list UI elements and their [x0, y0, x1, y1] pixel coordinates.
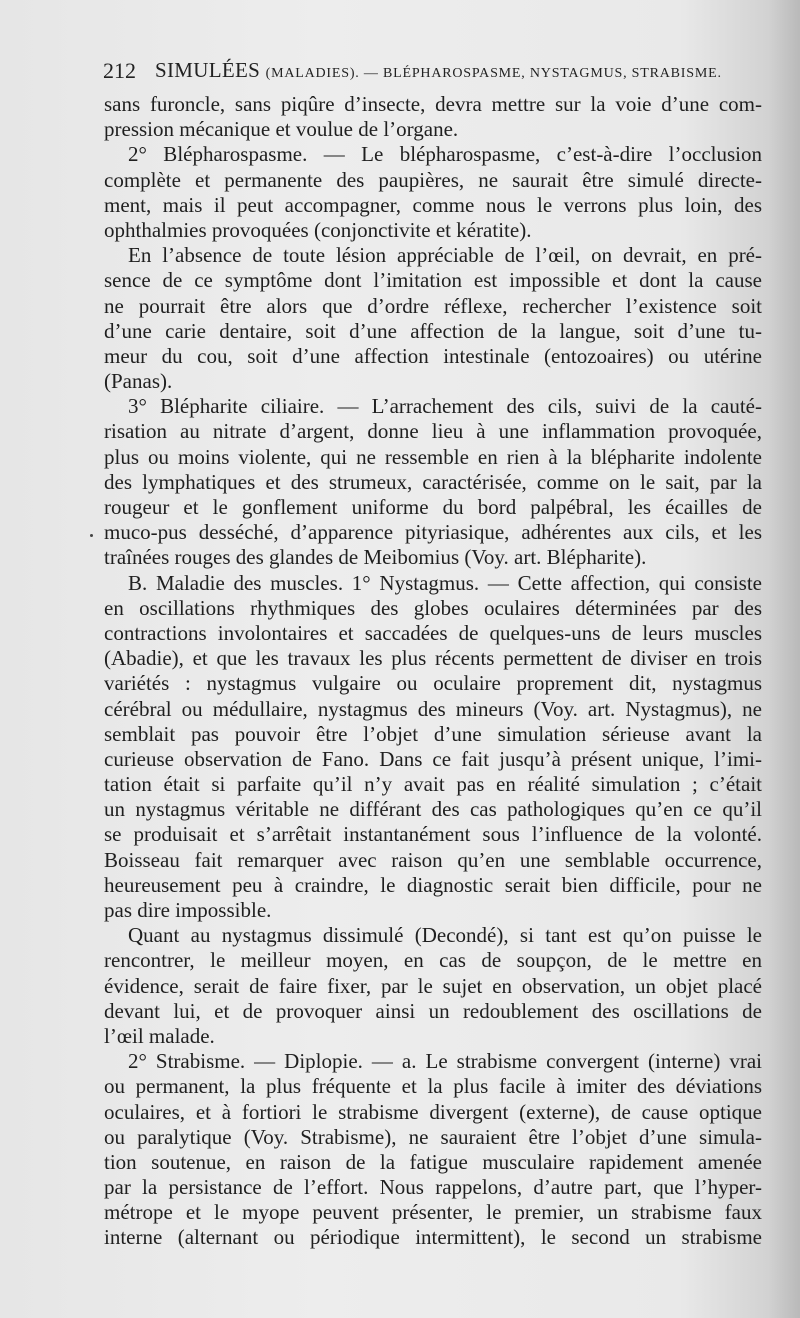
text-line: 3° Blépharite ciliaire. — L’arrachement des cils, suivi de la cauté-	[128, 394, 762, 419]
body-text	[104, 92, 762, 1251]
text-line: des lymphatiques et des strumeux, caractérisée, comme on le sait, par la	[104, 469, 762, 494]
text-line: semblait pas pouvoir être l’objet d’une simulation sérieuse avant la	[104, 721, 762, 746]
text-line: B. Maladie des muscles. 1° Nystagmus. — Cette affection, qui consiste	[128, 570, 762, 595]
text-line: traînées rouges des glandes de Meibomius (Voy. art. Blépharite).	[104, 545, 647, 570]
text-line: interne (alternant ou périodique intermittent), le second un strabisme	[104, 1225, 762, 1250]
text-line: plus ou moins violente, qui ne ressemble en rien à la blépharite indolente	[104, 444, 762, 469]
text-line: sans furoncle, sans piqûre d’insecte, devra mettre sur la voie d’une com-	[104, 92, 762, 116]
text-line: pression mécanique et voulue de l’organe.	[104, 117, 459, 142]
text-line: Quant au nystagmus dissimulé (Decondé), si tant est qu’on puisse le	[128, 923, 762, 948]
text-line: cérébral ou médullaire, nystagmus des mineurs (Voy. art. Nystagmus), ne	[104, 696, 762, 721]
text-line: heureusement peu à craindre, le diagnostic serait bien difficile, pour ne	[104, 872, 762, 897]
text-line: 2° Strabisme. — Diplopie. — a. Le strabisme convergent (interne) vrai	[128, 1049, 762, 1074]
text-line: évidence, serait de faire fixer, par le sujet en observation, un objet placé	[104, 973, 762, 998]
text-line: d’une carie dentaire, soit d’une affection de la langue, soit d’une tu-	[104, 318, 762, 343]
text-line: rencontrer, le meilleur moyen, en cas de soupçon, de le mettre en	[104, 948, 762, 973]
text-line: complète et permanente des paupières, ne saurait être simulé directe-	[104, 167, 762, 192]
text-line: ou paralytique (Voy. Strabisme), ne sauraient être l’objet d’une simula-	[104, 1124, 762, 1149]
text-line: ment, mais il peut accompagner, comme nous le verrons plus loin, des	[104, 192, 762, 217]
text-line: devant lui, et de provoquer ainsi un redoublement des oscillations de	[104, 998, 762, 1023]
text-line: rougeur et le gonflement uniforme du bord palpébral, les écailles de	[104, 495, 762, 519]
text-line: (Abadie), et que les travaux les plus récents permettent de diviser en trois	[104, 646, 762, 671]
text-line: oculaires, et à fortiori le strabisme divergent (externe), de cause optique	[104, 1099, 762, 1124]
page-header	[103, 56, 763, 86]
text-line: 2° Blépharospasme. — Le blépharospasme, c’est-à-dire l’occlusion	[128, 142, 762, 167]
text-line: curieuse observation de Fano. Dans ce fait jusqu’à présent unique, l’imi-	[104, 746, 762, 771]
text-line: meur du cou, soit d’une affection intestinale (entozoaires) ou utérine	[104, 343, 762, 368]
text-line: contractions involontaires et saccadées de quelques-uns de leurs muscles	[104, 620, 762, 645]
text-line: en oscillations rhythmiques des globes oculaires déterminées par des	[104, 595, 762, 620]
text-line: Boisseau fait remarquer avec raison qu’en une semblable occurrence,	[104, 847, 762, 872]
text-line: ne pourrait être alors que d’ordre réflexe, rechercher l’existence soit	[104, 293, 762, 318]
text-line: métrope et le myope peuvent présenter, le premier, un strabisme faux	[104, 1200, 762, 1225]
running-head	[155, 58, 722, 83]
text-line: variétés : nystagmus vulgaire ou oculaire proprement dit, nystagmus	[104, 671, 762, 696]
text-line: (Panas).	[104, 369, 173, 394]
text-line: pas dire impossible.	[104, 898, 272, 922]
running-head-main: SIMULÉES	[155, 58, 261, 82]
margin-mark	[90, 534, 93, 537]
page-number: 212	[103, 58, 136, 83]
text-line: risation au nitrate d’argent, donne lieu à une inflammation provoquée,	[104, 419, 762, 444]
text-line: tion soutenue, en raison de la fatigue musculaire rapidement amenée	[104, 1149, 762, 1174]
text-line: muco-pus desséché, d’apparence pityriasique, adhérentes aux cils, et les	[104, 520, 762, 545]
text-line: sence de ce symptôme dont l’imitation est impossible et dont la cause	[104, 268, 762, 293]
text-line: un nystagmus véritable ne différant des cas pathologiques qu’en ce qu’il	[104, 797, 762, 822]
text-line: par la persistance de l’effort. Nous rappelons, d’autre part, que l’hyper-	[104, 1175, 762, 1200]
text-line: l’œil malade.	[104, 1023, 215, 1048]
text-line: ophthalmies provoquées (conjonctivite et kératite).	[104, 217, 532, 242]
text-line: se produisait et s’arrêtait instantanément sous l’influence de la volonté.	[104, 822, 762, 847]
text-line: En l’absence de toute lésion appréciable de l’œil, on devrait, en pré-	[128, 243, 762, 268]
text-line: tation était si parfaite qu’il n’y avait pas en réalité simulation ; c’était	[104, 772, 762, 797]
text-line: ou permanent, la plus fréquente et la plus facile à imiter des déviations	[104, 1074, 762, 1099]
running-head-subtitle: (MALADIES). — BLÉPHAROSPASME, NYSTAGMUS, STRABISME.	[265, 66, 722, 81]
